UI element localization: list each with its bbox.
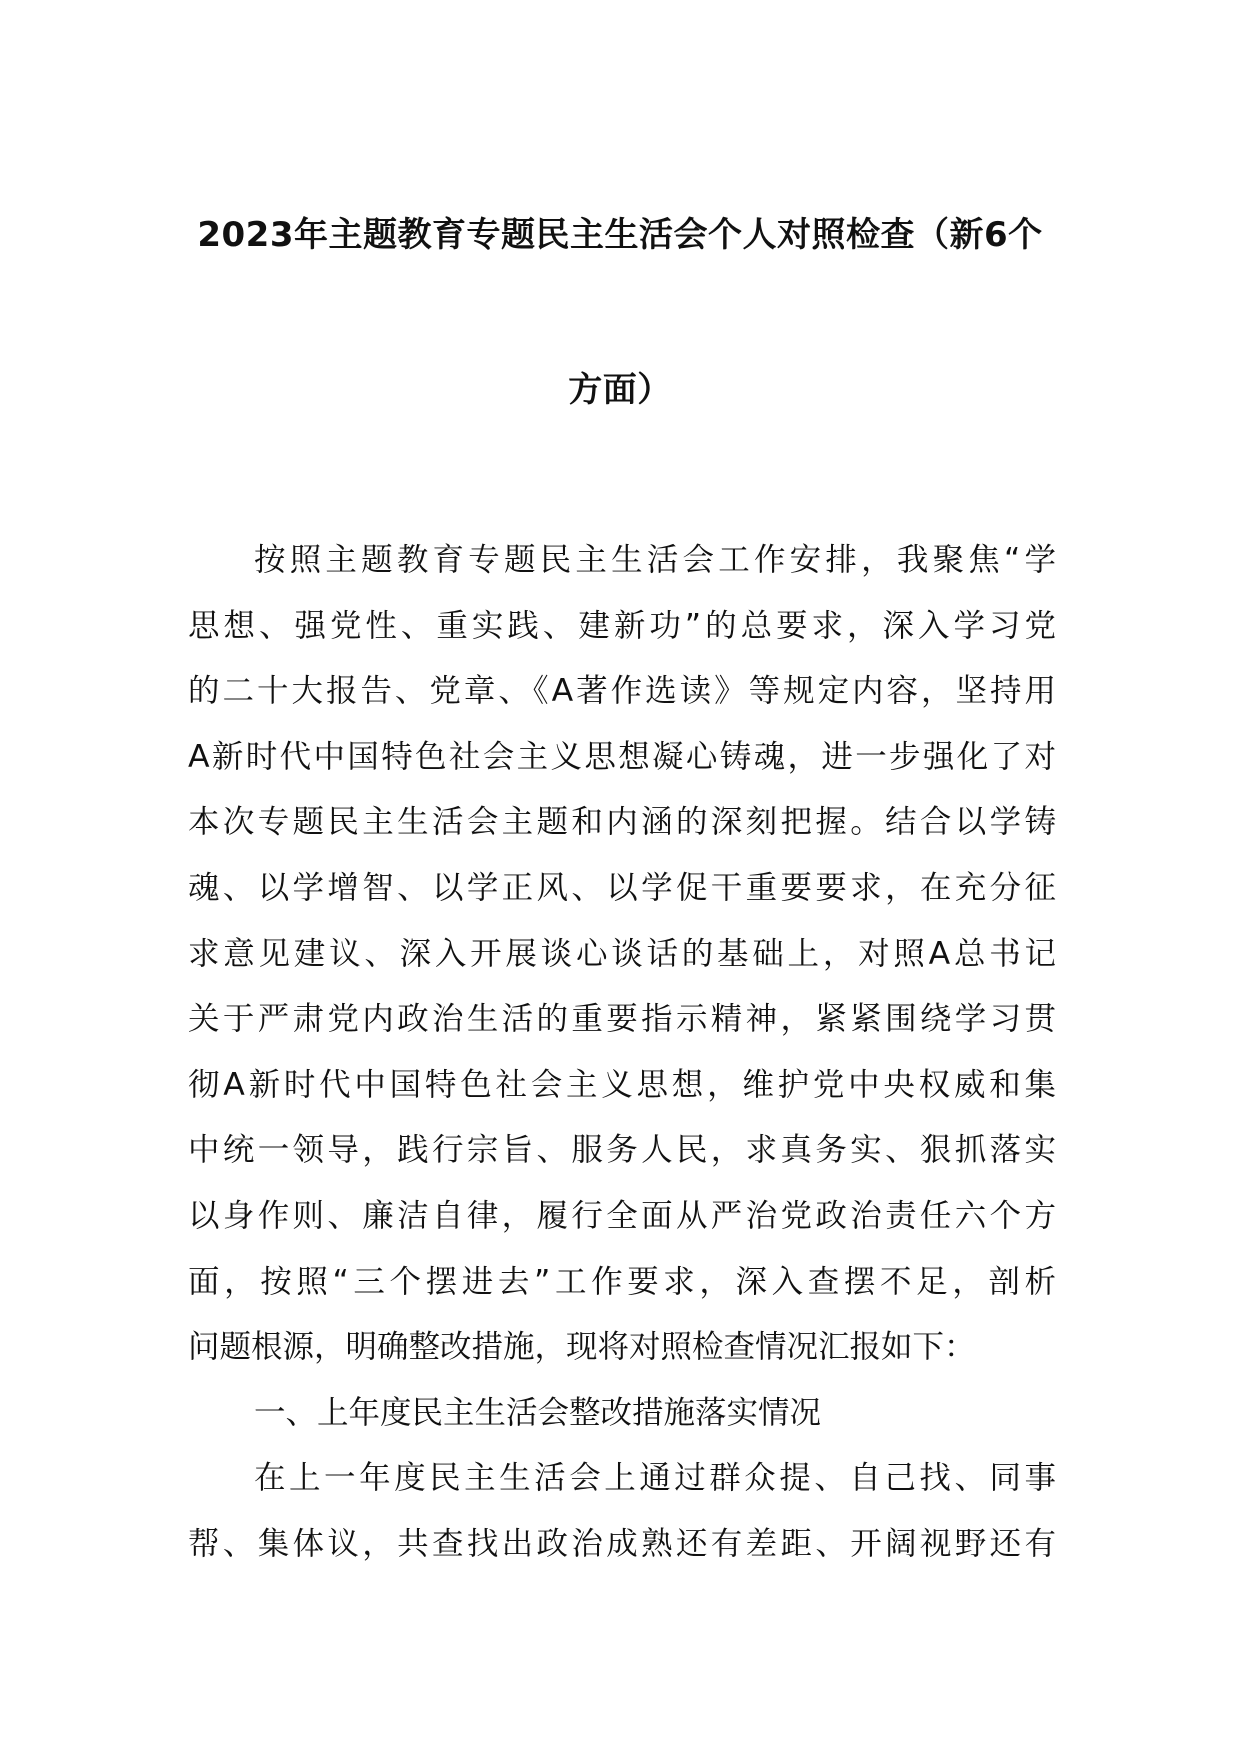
document-title-line-2: 方面） (568, 370, 672, 410)
document-title-line-1: 2023年主题教育专题民主生活会个人对照检查（新6个 (197, 215, 1043, 255)
body-line: 关于严肃党内政治生活的重要指示精神，紧紧围绕学习贯 (188, 1001, 1056, 1038)
body-line: 思想、强党性、重实践、建新功”的总要求，深入学习党 (188, 607, 1056, 644)
body-line: 中统一领导，践行宗旨、服务人民，求真务实、狠抓落实 (188, 1132, 1056, 1169)
body-line: 在上一年度民主生活会上通过群众提、自己找、同事 (254, 1460, 1056, 1497)
section-heading: 一、上年度民主生活会整改措施落实情况 (254, 1394, 822, 1431)
body-line: 按照主题教育专题民主生活会工作安排，我聚焦“学 (254, 542, 1056, 578)
body-line: 以身作则、廉洁自律，履行全面从严治党政治责任六个方 (188, 1197, 1056, 1234)
body-line: A新时代中国特色社会主义思想凝心铸魂，进一步强化了对 (188, 738, 1056, 775)
body-line: 问题根源，明确整改措施，现将对照检查情况汇报如下： (188, 1329, 976, 1366)
body-line: 彻A新时代中国特色社会主义思想，维护党中央权威和集 (188, 1066, 1056, 1103)
body-line: 本次专题民主生活会主题和内涵的深刻把握。结合以学铸 (188, 804, 1056, 841)
body-line: 的二十大报告、党章、《A著作选读》等规定内容，坚持用 (188, 673, 1056, 710)
body-line: 求意见建议、深入开展谈心谈话的基础上，对照A总书记 (188, 935, 1056, 972)
body-line: 魂、以学增智、以学正风、以学促干重要要求，在充分征 (188, 869, 1056, 906)
body-line: 面，按照“三个摆进去”工作要求，深入查摆不足，剖析 (188, 1263, 1056, 1300)
body-line: 帮、集体议，共查找出政治成熟还有差距、开阔视野还有 (188, 1525, 1056, 1562)
document-body (188, 528, 1056, 1578)
